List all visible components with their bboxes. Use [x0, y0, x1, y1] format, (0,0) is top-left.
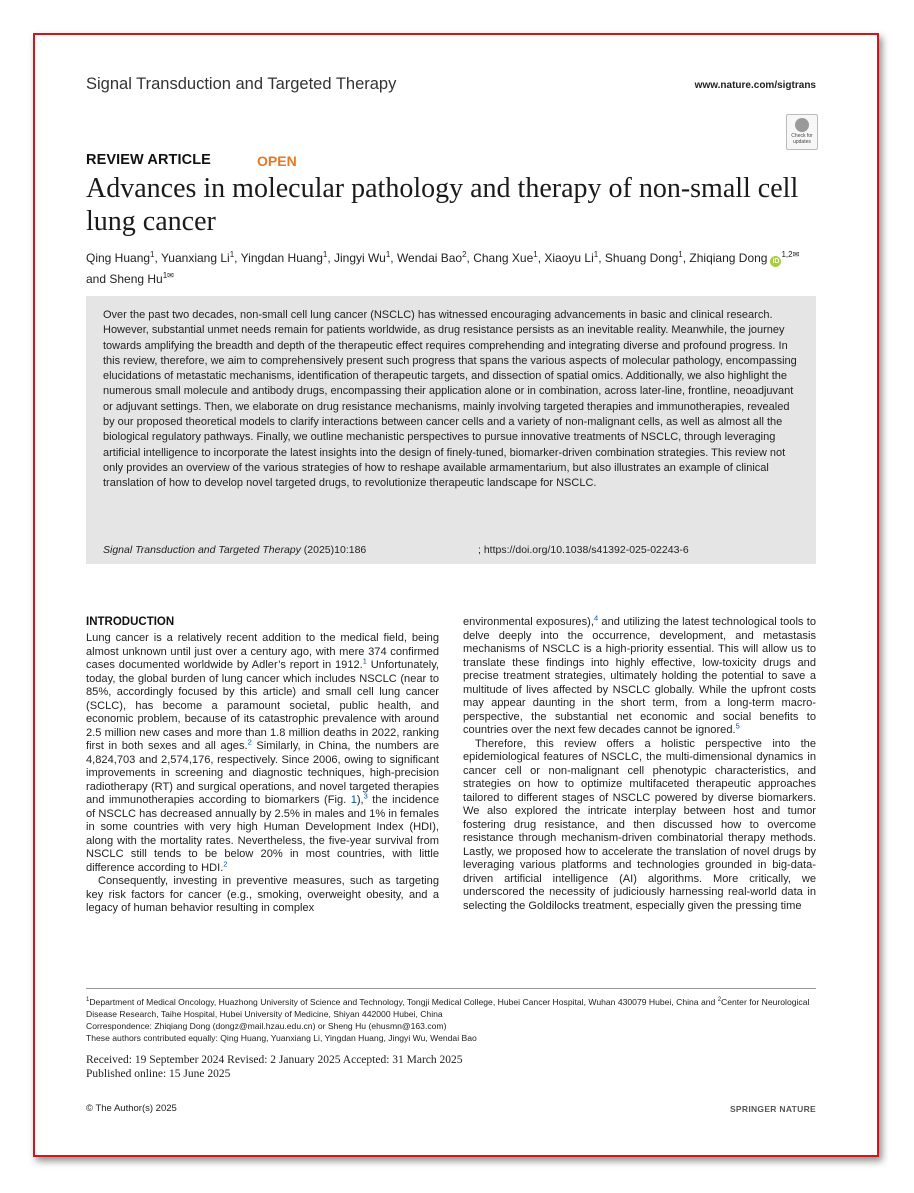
author-affiliation: 1 — [593, 250, 599, 259]
section-heading: INTRODUCTION — [86, 616, 175, 628]
author-name[interactable]: Qing Huang — [86, 251, 151, 265]
affiliations: $^1$Department of Medical Oncology, Huazhong University of Science and Technology, Tongji Medical College, Hubei Cancer Hospital, Wuhan 430079 Hubei, China and $^2$Center for Neurological Disease Research, Taihe Hospital, Hubei University of Medicine, Shiyan 442000 Hubei, China — [86, 996, 810, 1020]
author-name[interactable]: Zhiqiang Dong — [689, 251, 768, 265]
journal-url[interactable]: www.nature.com/sigtrans — [694, 80, 816, 91]
abstract-box — [86, 296, 816, 564]
citation-ref[interactable]: 2 — [247, 737, 252, 747]
equal-contribution: These authors contributed equally: Qing Huang, Yuanxiang Li, Yingdan Huang, Jingyi Wu, Wendai Bao — [86, 1033, 477, 1044]
citation-ref[interactable]: 2 — [223, 858, 228, 868]
author-affiliation: 1 — [229, 250, 235, 259]
author-name[interactable]: Yingdan Huang — [240, 251, 323, 265]
article-title: Advances in molecular pathology and therapy of non-small cell lung cancer — [86, 173, 799, 237]
citation-ref[interactable]: 1 — [362, 656, 367, 666]
author-name[interactable]: Wendai Bao — [396, 251, 463, 265]
citation-volume: (2025)10:186 — [303, 544, 367, 556]
correspondence: Correspondence: Zhiqiang Dong (dongz@mail.hzau.edu.cn) or Sheng Hu (ehusmn@163.com) — [86, 1021, 447, 1032]
figure-ref[interactable]: 1 — [350, 794, 357, 806]
received-revised-accepted: Received: 19 September 2024 Revised: 2 January 2025 Accepted: 31 March 2025 — [86, 1054, 463, 1066]
footnote-divider — [86, 988, 816, 989]
abstract-text: Over the past two decades, non-small cell lung cancer (NSCLC) has witnessed encouraging advancements in basic and clinical research. However, substantial unmet needs remain for patients worldwide, as drug resistance persists as an inevitable reality. Meanwhile, the journey towards amplifying the breadth and depth of the therapeutic effect requires comprehending and integrating diverse and profound progress. In this review, therefore, we aim to comprehensively present such progress that spans the various aspects of molecular pathology, encompassing elucidations of metastatic mechanisms, identification of therapeutic targets, and dissection of spatial omics. Additionally, we also highlight the numerous small molecule and antibody drugs, encompassing their application alone or in combination, across later-line, frontline, neoadjuvant or adjuvant settings. Then, we elaborate on drug resistance mechanisms, mainly involving targeted therapies and immunotherapies, revealed by our proposed theoretical models to clarify interactions between cancer cells and a variety of non-malignant cells, as well as almost all the biological regulatory pathways. Finally, we outline mechanistic perspectives to pursue innovative treatments of NSCLC, through leveraging artificial intelligence to incorporate the latest insights into the design of finely-tuned, biomarker-driven combination strategies. This review not only provides an overview of the various strategies of how to reshape available armamentarium, but also illustrates an example of clinical translation of how to develop novel targeted drugs, to revolutionize therapeutic landscape for NSCLC. — [103, 309, 797, 490]
body-column-right — [463, 613, 816, 913]
author-name[interactable]: Jingyi Wu — [334, 251, 386, 265]
paragraph: Consequently, investing in preventive measures, such as targeting key risk factors for cancer (e.g., smoking, overweight obesity, and a legacy of human behavior resulting in complex — [86, 875, 439, 914]
author-name[interactable]: Chang Xue — [473, 251, 534, 265]
author-affiliation: 1 — [533, 250, 538, 259]
author-affiliation: 2 — [462, 250, 467, 259]
author-affiliation: 1 — [150, 250, 155, 259]
paragraph: environmental exposures),$^4$ and utilizing the latest technological tools to delve deeply into the occurrence, development, and metastasis mechanisms of NSCLC is a high-priority essential. This will allow us to translate these findings into highly effective, low-toxicity drugs and precise treatment strategies, ultimately holding the potential to save a multitude of lives affected by NSCLC globally. While the upfront costs may appear daunting in the short term, from a long-term macro-perspective, the substantial net economic and social benefits to countries over the next few decades cannot be ignored.$^5$ — [463, 613, 816, 736]
author-name[interactable]: Yuanxiang Li — [160, 251, 230, 265]
author-name[interactable]: Sheng Hu — [109, 272, 163, 286]
author-affiliation: 1 — [385, 250, 391, 259]
paragraph: Therefore, this review offers a holistic perspective into the epidemiological features of NSCLC, the multi-dimensional dynamics in cancer cell or non-malignant cell phenotypic characteristics, and strategies on how to optimize multifaceted therapeutic approaches tailored to different stages of NSCLC powered by diverse biomarkers. We also explored the intricate interplay between host and tumor fostering drug resistance, and then discussed how to overcome resistance through mechanism-driven combinatorial therapy methods. Lastly, we proposed how to accelerate the translation of novel drugs by leveraging various platforms and technologies grounded in big-data-driven artificial intelligence (AI) algorithms. More critically, we underscored the necessity of judiciously harnessing real-world data in selecting the Goldilocks treatment, especially given the pressing time — [463, 737, 816, 912]
crossmark-text: Check for updates — [791, 133, 813, 145]
citation — [103, 544, 366, 556]
body-column-left — [86, 616, 439, 916]
author-affiliation: 1 — [678, 250, 683, 259]
crossmark-badge[interactable] — [786, 114, 818, 150]
article-type: REVIEW ARTICLE — [86, 152, 211, 168]
publisher-logo: SPRINGER NATURE — [729, 1104, 816, 1114]
author-name[interactable]: Xiaoyu Li — [544, 251, 594, 265]
footnotes — [86, 994, 821, 1045]
journal-name: Signal Transduction and Targeted Therapy — [86, 75, 397, 93]
author-affiliation: 1✉ — [162, 271, 174, 280]
author-affiliation: 1,2✉ — [781, 250, 800, 259]
citation-journal: Signal Transduction and Targeted Therapy — [103, 544, 301, 556]
open-access-badge: OPEN — [257, 153, 297, 169]
paragraph: Lung cancer is a relatively recent addition to the medical field, being almost unknown until just over a century ago, with mere 374 confirmed cases documented worldwide by Adler’s report in 1912.$^1$ Unfortunately, today, the global burden of lung cancer which includes NSCLC (near to 85%, accordingly focused by this article) and small cell lung cancer (SCLC), has become a paramount societal, public health, and economic problem, because of its catastrophic prevalence with around 2.5 million new cases and more than 1.8 million deaths in 2022, ranking first in both sexes and all ages.$^2$ Similarly, in China, the numbers are 4,824,703 and 2,574,176, respectively. Since 2006, owing to significant improvements in screening and diagnostic techniques, high-precision radiotherapy (RT) and surgical operations, and novel targeted therapies and immunotherapies according to biomarkers (Fig. 1),$^3$ the incidence of NSCLC has decreased annually by 2.5% in males and 1% in females in some countries with very high Human Development Index (HDI), along with the mortality rates. Nevertheless, the five-year survival from NSCLC still tends to be below 20% in most countries, with little difference according to HDI.$^2$ — [86, 632, 440, 874]
author-list: Qing Huang$^1$, Yuanxiang Li$^1$, Yingdan Huang$^1$, Jingyi Wu$^1$, Wendai Bao$^2$, Chang Xue$^1$, Xiaoyu Li$^1$, Shuang Dong$^1$, Zhiqiang Dong $iD^{1,2✉}$ and Sheng $Hu^{1✉}$ — [86, 250, 800, 286]
doi-link[interactable]: ; https://doi.org/10.1038/s41392-025-02243-6 — [478, 544, 689, 556]
copyright: © The Author(s) 2025 — [86, 1103, 177, 1114]
citation-ref[interactable]: 4 — [593, 613, 599, 623]
published-online: Published online: 15 June 2025 — [86, 1068, 231, 1080]
author-affiliation: 1 — [322, 250, 328, 259]
author-name[interactable]: Shuang Dong — [604, 251, 679, 265]
article-dates — [86, 1053, 463, 1081]
orcid-icon[interactable]: iD — [772, 258, 780, 265]
citation-ref[interactable]: 5 — [735, 721, 740, 731]
citation-ref[interactable]: 3 — [363, 791, 368, 801]
crossmark-icon — [795, 118, 809, 132]
